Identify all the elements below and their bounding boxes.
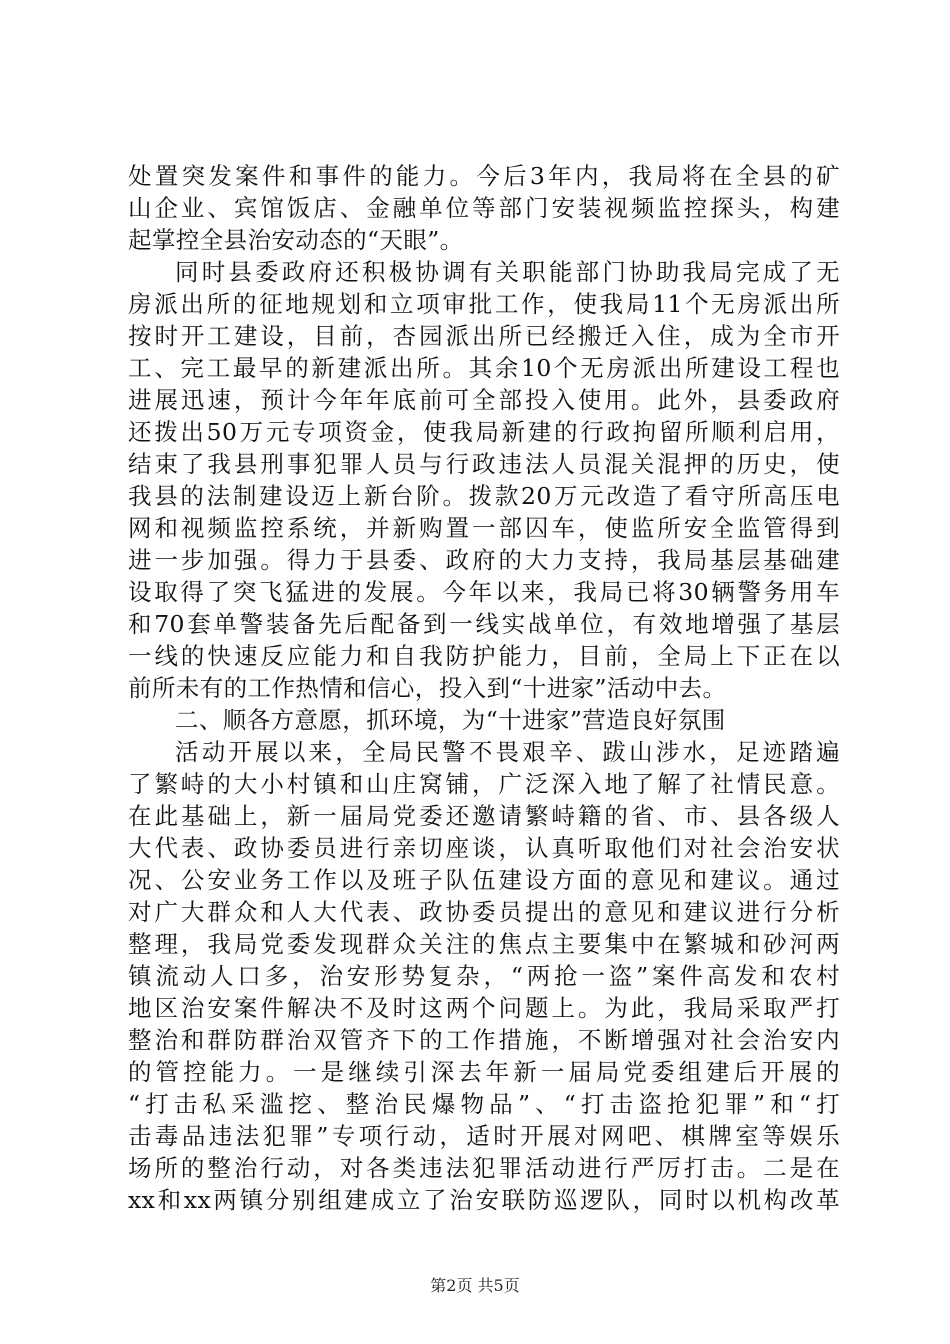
text-line: 大代表、政协委员进行亲切座谈，认真听取他们对社会治安状 xyxy=(128,834,840,862)
text-line: 活动开展以来，全局民警不畏艰辛、跋山涉水，足迹踏遍 xyxy=(175,738,840,766)
text-line: 了繁峙的大小村镇和山庄窝铺，广泛深入地了解了社情民意。 xyxy=(128,770,840,798)
text-line: 设取得了突飞猛进的发展。今年以来，我局已将30辆警务用车 xyxy=(128,578,840,606)
text-line: 的管控能力。一是继续引深去年新一届局党委组建后开展的 xyxy=(128,1058,840,1086)
text-line: 起掌控全县治安动态的“天眼”。 xyxy=(128,226,464,254)
text-line: 场所的整治行动，对各类违法犯罪活动进行严厉打击。二是在 xyxy=(128,1154,840,1182)
text-line: 山企业、宾馆饭店、金融单位等部门安装视频监控探头，构建 xyxy=(128,194,840,222)
text-line: 处置突发案件和事件的能力。今后3年内，我局将在全县的矿 xyxy=(128,162,840,190)
text-line: 和70套单警装备先后配备到一线实战单位，有效地增强了基层 xyxy=(128,610,840,638)
text-line: 进展迅速，预计今年年底前可全部投入使用。此外，县委政府 xyxy=(128,386,840,414)
text-line: 况、公安业务工作以及班子队伍建设方面的意见和建议。通过 xyxy=(128,866,840,894)
text-line: 整治和群防群治双管齐下的工作措施，不断增强对社会治安内 xyxy=(128,1026,840,1054)
text-line: 镇流动人口多，治安形势复杂，“两抢一盗”案件高发和农村 xyxy=(128,962,840,990)
text-line: 结束了我县刑事犯罪人员与行政违法人员混关混押的历史，使 xyxy=(128,450,840,478)
text-line: 同时县委政府还积极协调有关职能部门协助我局完成了无 xyxy=(175,258,840,286)
text-line: 整理，我局党委发现群众关注的焦点主要集中在繁城和砂河两 xyxy=(128,930,840,958)
text-line: 一线的快速反应能力和自我防护能力，目前，全局上下正在以 xyxy=(128,642,840,670)
text-line: 击毒品违法犯罪”专项行动，适时开展对网吧、棋牌室等娱乐 xyxy=(128,1122,840,1150)
text-line: 工、完工最早的新建派出所。其余10个无房派出所建设工程也 xyxy=(128,354,840,382)
text-line: xx和xx两镇分别组建成立了治安联防巡逻队，同时以机构改革 xyxy=(128,1186,840,1214)
text-line: 我县的法制建设迈上新台阶。拨款20万元改造了看守所高压电 xyxy=(128,482,840,510)
text-line: 在此基础上，新一届局党委还邀请繁峙籍的省、市、县各级人 xyxy=(128,802,840,830)
text-line: 地区治安案件解决不及时这两个问题上。为此，我局采取严打 xyxy=(128,994,840,1022)
text-line: 前所未有的工作热情和信心，投入到“十进家”活动中去。 xyxy=(128,674,727,702)
text-line: 进一步加强。得力于县委、政府的大力支持，我局基层基础建 xyxy=(128,546,840,574)
text-line: 网和视频监控系统，并新购置一部囚车，使监所安全监管得到 xyxy=(128,514,840,542)
text-line: 还拨出50万元专项资金，使我局新建的行政拘留所顺利启用， xyxy=(128,418,840,446)
page-footer: 第2页 共5页 xyxy=(430,1276,520,1295)
text-line: 对广大群众和人大代表、政协委员提出的意见和建议进行分析 xyxy=(128,898,840,926)
text-line: “打击私采滥挖、整治民爆物品”、“打击盗抢犯罪”和“打 xyxy=(128,1090,840,1118)
text-line: 按时开工建设，目前，杏园派出所已经搬迁入住，成为全市开 xyxy=(128,322,840,350)
text-line: 房派出所的征地规划和立项审批工作，使我局11个无房派出所 xyxy=(128,290,840,318)
body-text xyxy=(128,160,840,1216)
text-line: 二、顺各方意愿，抓环境，为“十进家”营造良好氛围 xyxy=(175,706,726,734)
